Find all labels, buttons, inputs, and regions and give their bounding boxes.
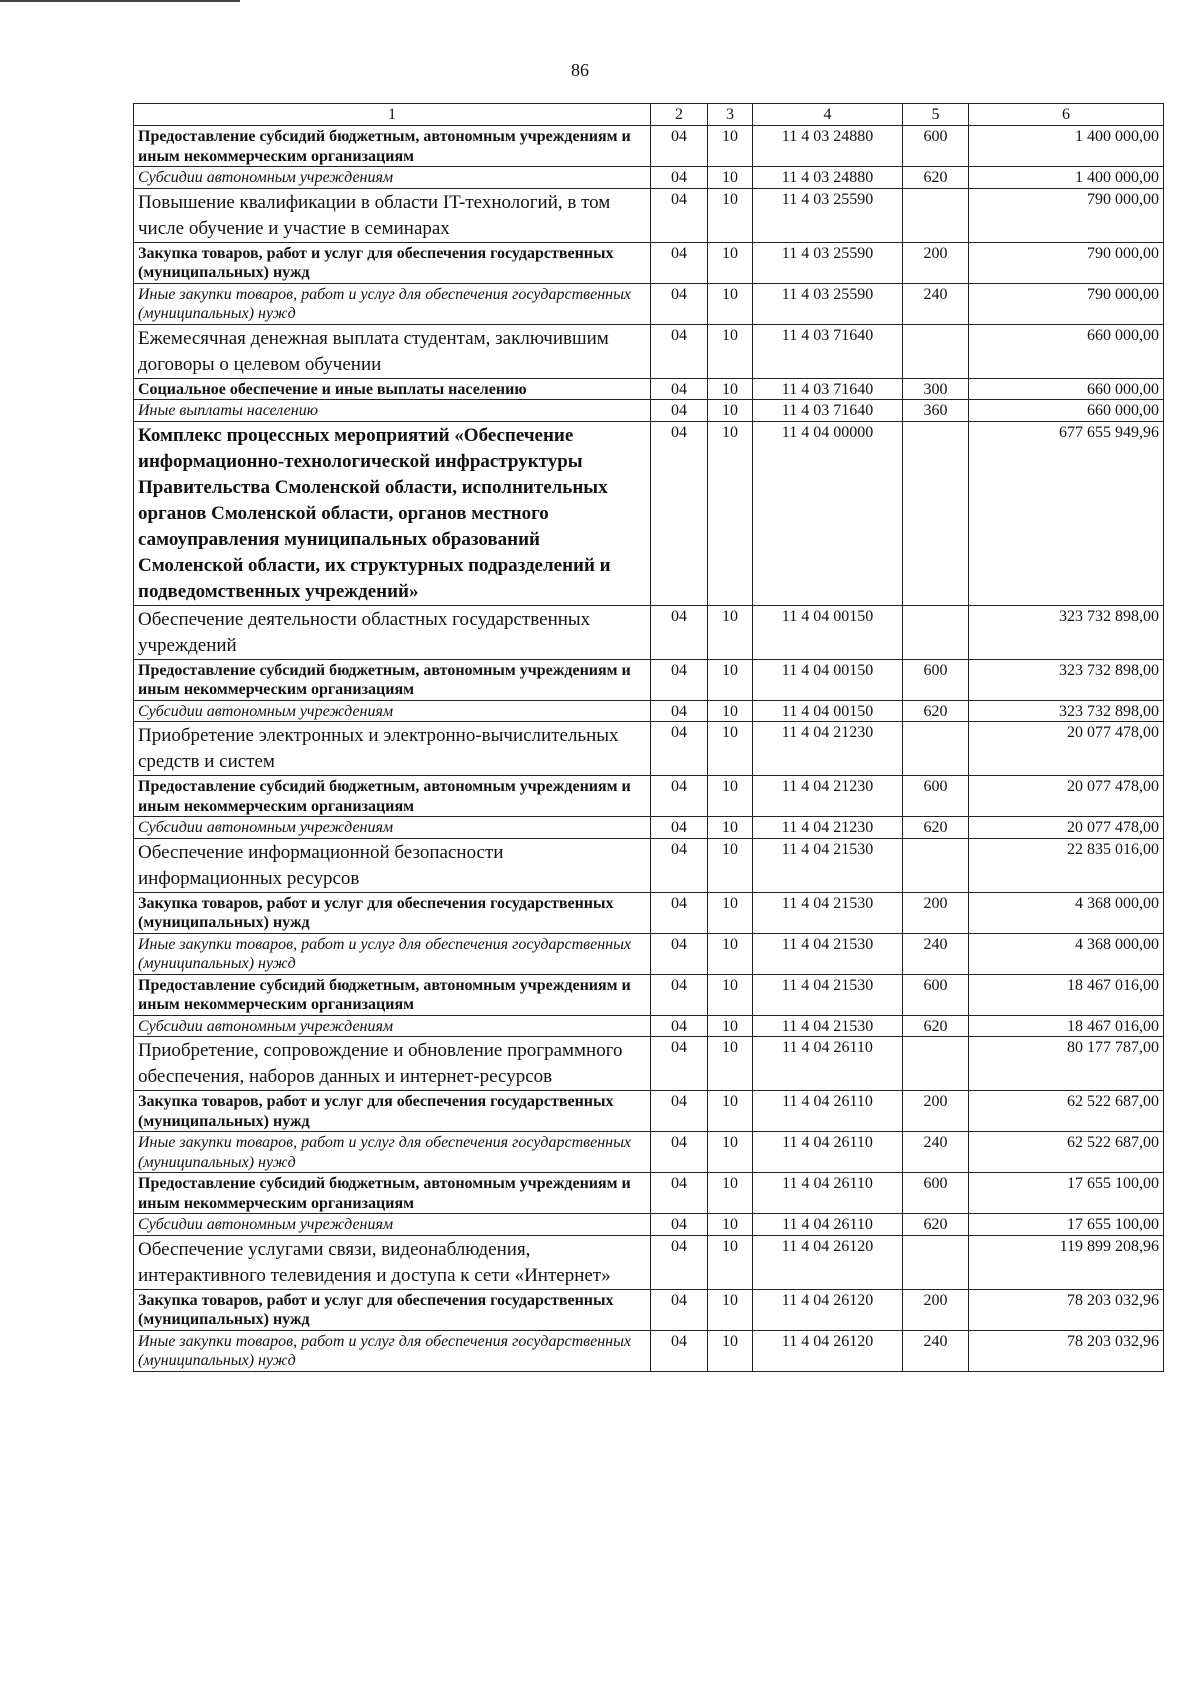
row-subsection-cell: 10	[708, 892, 753, 933]
row-amount-cell: 20 077 478,00	[969, 776, 1164, 817]
row-amount-cell: 17 655 100,00	[969, 1214, 1164, 1236]
row-expense-type-cell: 240	[903, 1132, 969, 1173]
row-section-cell: 04	[651, 838, 708, 892]
row-subsection-cell: 10	[708, 1091, 753, 1132]
row-section-cell: 04	[651, 283, 708, 324]
row-target-code-cell: 11 4 04 21530	[753, 974, 903, 1015]
row-name-cell: Иные выплаты населению	[134, 400, 651, 422]
row-name-cell: Обеспечение деятельности областных государственных учреждений	[134, 605, 651, 659]
table-row	[134, 722, 1164, 776]
row-subsection-cell: 10	[708, 1214, 753, 1236]
table-row	[134, 1173, 1164, 1214]
header-cell-5: 5	[903, 104, 969, 126]
row-amount-cell: 4 368 000,00	[969, 892, 1164, 933]
row-subsection-cell: 10	[708, 1132, 753, 1173]
row-amount-cell: 790 000,00	[969, 242, 1164, 283]
row-subsection-cell: 10	[708, 1173, 753, 1214]
table-row	[134, 1015, 1164, 1037]
row-name-cell: Субсидии автономным учреждениям	[134, 167, 651, 189]
row-subsection-cell: 10	[708, 722, 753, 776]
row-subsection-cell: 10	[708, 776, 753, 817]
row-section-cell: 04	[651, 242, 708, 283]
row-target-code-cell: 11 4 04 00150	[753, 605, 903, 659]
row-amount-cell: 323 732 898,00	[969, 700, 1164, 722]
row-section-cell: 04	[651, 378, 708, 400]
row-section-cell: 04	[651, 188, 708, 242]
row-target-code-cell: 11 4 04 21230	[753, 817, 903, 839]
row-section-cell: 04	[651, 167, 708, 189]
row-name-cell: Субсидии автономным учреждениям	[134, 817, 651, 839]
row-subsection-cell: 10	[708, 421, 753, 605]
table-row	[134, 242, 1164, 283]
row-section-cell: 04	[651, 1037, 708, 1091]
row-expense-type-cell: 600	[903, 126, 969, 167]
row-section-cell: 04	[651, 1235, 708, 1289]
row-name-cell: Субсидии автономным учреждениям	[134, 700, 651, 722]
row-expense-type-cell	[903, 605, 969, 659]
row-target-code-cell: 11 4 03 24880	[753, 126, 903, 167]
row-section-cell: 04	[651, 400, 708, 422]
row-name-cell: Закупка товаров, работ и услуг для обеспечения государственных (муниципальных) нужд	[134, 242, 651, 283]
row-subsection-cell: 10	[708, 933, 753, 974]
row-section-cell: 04	[651, 659, 708, 700]
row-expense-type-cell: 600	[903, 659, 969, 700]
row-expense-type-cell: 620	[903, 167, 969, 189]
row-section-cell: 04	[651, 324, 708, 378]
row-expense-type-cell: 620	[903, 700, 969, 722]
row-name-cell: Социальное обеспечение и иные выплаты населению	[134, 378, 651, 400]
row-expense-type-cell	[903, 838, 969, 892]
row-subsection-cell: 10	[708, 605, 753, 659]
table-row	[134, 817, 1164, 839]
row-amount-cell: 790 000,00	[969, 283, 1164, 324]
header-cell-3: 3	[708, 104, 753, 126]
row-name-cell: Предоставление субсидий бюджетным, автономным учреждениям и иным некоммерческим организациям	[134, 974, 651, 1015]
row-expense-type-cell: 240	[903, 933, 969, 974]
row-amount-cell: 1 400 000,00	[969, 167, 1164, 189]
row-expense-type-cell	[903, 1235, 969, 1289]
row-target-code-cell: 11 4 04 26110	[753, 1037, 903, 1091]
row-amount-cell: 22 835 016,00	[969, 838, 1164, 892]
row-amount-cell: 17 655 100,00	[969, 1173, 1164, 1214]
row-amount-cell: 18 467 016,00	[969, 1015, 1164, 1037]
row-expense-type-cell: 200	[903, 1289, 969, 1330]
table-row	[134, 400, 1164, 422]
row-name-cell: Обеспечение информационной безопасности информационных ресурсов	[134, 838, 651, 892]
row-name-cell: Закупка товаров, работ и услуг для обеспечения государственных (муниципальных) нужд	[134, 1289, 651, 1330]
row-name-cell: Предоставление субсидий бюджетным, автономным учреждениям и иным некоммерческим организациям	[134, 126, 651, 167]
table-row	[134, 1235, 1164, 1289]
row-expense-type-cell: 600	[903, 974, 969, 1015]
row-target-code-cell: 11 4 03 71640	[753, 400, 903, 422]
page-number: 86	[571, 60, 589, 80]
row-amount-cell: 660 000,00	[969, 324, 1164, 378]
row-amount-cell: 323 732 898,00	[969, 605, 1164, 659]
row-expense-type-cell: 620	[903, 1015, 969, 1037]
row-name-cell: Закупка товаров, работ и услуг для обеспечения государственных (муниципальных) нужд	[134, 892, 651, 933]
row-target-code-cell: 11 4 04 21530	[753, 1015, 903, 1037]
row-expense-type-cell: 240	[903, 1330, 969, 1371]
row-subsection-cell: 10	[708, 1015, 753, 1037]
table-header-row	[134, 104, 1164, 126]
table-row	[134, 659, 1164, 700]
row-target-code-cell: 11 4 04 26120	[753, 1289, 903, 1330]
row-amount-cell: 62 522 687,00	[969, 1091, 1164, 1132]
table-row	[134, 283, 1164, 324]
table-row	[134, 1289, 1164, 1330]
table-row	[134, 1091, 1164, 1132]
row-section-cell: 04	[651, 1132, 708, 1173]
row-section-cell: 04	[651, 892, 708, 933]
row-expense-type-cell: 600	[903, 1173, 969, 1214]
row-name-cell: Предоставление субсидий бюджетным, автономным учреждениям и иным некоммерческим организациям	[134, 776, 651, 817]
table-row	[134, 1330, 1164, 1371]
row-target-code-cell: 11 4 04 21530	[753, 892, 903, 933]
row-subsection-cell: 10	[708, 817, 753, 839]
table-row	[134, 126, 1164, 167]
row-target-code-cell: 11 4 04 26110	[753, 1173, 903, 1214]
row-expense-type-cell: 240	[903, 283, 969, 324]
row-subsection-cell: 10	[708, 378, 753, 400]
row-target-code-cell: 11 4 03 25590	[753, 283, 903, 324]
row-name-cell: Иные закупки товаров, работ и услуг для обеспечения государственных (муниципальных) нужд	[134, 933, 651, 974]
table-row	[134, 974, 1164, 1015]
table-row	[134, 167, 1164, 189]
row-section-cell: 04	[651, 974, 708, 1015]
row-target-code-cell: 11 4 04 26110	[753, 1132, 903, 1173]
row-target-code-cell: 11 4 04 26110	[753, 1214, 903, 1236]
budget-table	[133, 103, 1164, 1372]
row-subsection-cell: 10	[708, 242, 753, 283]
row-subsection-cell: 10	[708, 974, 753, 1015]
row-section-cell: 04	[651, 1289, 708, 1330]
row-name-cell: Предоставление субсидий бюджетным, автономным учреждениям и иным некоммерческим организациям	[134, 659, 651, 700]
row-section-cell: 04	[651, 933, 708, 974]
row-section-cell: 04	[651, 421, 708, 605]
table-row	[134, 1214, 1164, 1236]
row-name-cell: Обеспечение услугами связи, видеонаблюдения, интерактивного телевидения и доступа к сети «Интернет»	[134, 1235, 651, 1289]
row-amount-cell: 20 077 478,00	[969, 722, 1164, 776]
header-cell-4: 4	[753, 104, 903, 126]
row-target-code-cell: 11 4 04 26120	[753, 1330, 903, 1371]
row-amount-cell: 78 203 032,96	[969, 1330, 1164, 1371]
row-name-cell: Повышение квалификации в области IT-технологий, в том числе обучение и участие в семинарах	[134, 188, 651, 242]
row-name-cell: Иные закупки товаров, работ и услуг для обеспечения государственных (муниципальных) нужд	[134, 1132, 651, 1173]
table-row	[134, 188, 1164, 242]
row-amount-cell: 80 177 787,00	[969, 1037, 1164, 1091]
row-name-cell: Комплекс процессных мероприятий «Обеспечение информационно-технологической инфраструктуры Правительства Смоленской области, исполнительных органов Смоленской области, органов местного самоуправления муниципальных образований Смоленской области, их структурных подразделений и подведомственных учреждений»	[134, 421, 651, 605]
row-expense-type-cell: 200	[903, 1091, 969, 1132]
row-target-code-cell: 11 4 04 00150	[753, 700, 903, 722]
row-section-cell: 04	[651, 776, 708, 817]
row-expense-type-cell	[903, 1037, 969, 1091]
table-row	[134, 700, 1164, 722]
row-subsection-cell: 10	[708, 1330, 753, 1371]
table-row	[134, 324, 1164, 378]
row-name-cell: Закупка товаров, работ и услуг для обеспечения государственных (муниципальных) нужд	[134, 1091, 651, 1132]
row-expense-type-cell: 360	[903, 400, 969, 422]
row-amount-cell: 18 467 016,00	[969, 974, 1164, 1015]
row-expense-type-cell: 200	[903, 892, 969, 933]
row-target-code-cell: 11 4 04 26110	[753, 1091, 903, 1132]
row-section-cell: 04	[651, 1214, 708, 1236]
row-name-cell: Иные закупки товаров, работ и услуг для обеспечения государственных (муниципальных) нужд	[134, 1330, 651, 1371]
row-subsection-cell: 10	[708, 126, 753, 167]
row-amount-cell: 1 400 000,00	[969, 126, 1164, 167]
row-amount-cell: 119 899 208,96	[969, 1235, 1164, 1289]
row-section-cell: 04	[651, 1091, 708, 1132]
row-amount-cell: 790 000,00	[969, 188, 1164, 242]
row-name-cell: Субсидии автономным учреждениям	[134, 1214, 651, 1236]
row-amount-cell: 323 732 898,00	[969, 659, 1164, 700]
header-cell-6: 6	[969, 104, 1164, 126]
row-target-code-cell: 11 4 03 24880	[753, 167, 903, 189]
row-subsection-cell: 10	[708, 700, 753, 722]
row-section-cell: 04	[651, 1015, 708, 1037]
row-target-code-cell: 11 4 03 71640	[753, 324, 903, 378]
table-row	[134, 1132, 1164, 1173]
row-section-cell: 04	[651, 605, 708, 659]
row-subsection-cell: 10	[708, 659, 753, 700]
row-amount-cell: 660 000,00	[969, 378, 1164, 400]
table-row	[134, 421, 1164, 605]
row-section-cell: 04	[651, 817, 708, 839]
table-row	[134, 1037, 1164, 1091]
row-expense-type-cell: 620	[903, 1214, 969, 1236]
row-amount-cell: 62 522 687,00	[969, 1132, 1164, 1173]
row-subsection-cell: 10	[708, 1235, 753, 1289]
top-rule	[0, 0, 240, 2]
header-cell-2: 2	[651, 104, 708, 126]
table-row	[134, 933, 1164, 974]
row-target-code-cell: 11 4 04 21530	[753, 838, 903, 892]
row-expense-type-cell: 300	[903, 378, 969, 400]
row-name-cell: Иные закупки товаров, работ и услуг для обеспечения государственных (муниципальных) нужд	[134, 283, 651, 324]
row-section-cell: 04	[651, 1173, 708, 1214]
row-target-code-cell: 11 4 03 25590	[753, 188, 903, 242]
row-target-code-cell: 11 4 04 26120	[753, 1235, 903, 1289]
row-expense-type-cell	[903, 421, 969, 605]
row-target-code-cell: 11 4 04 00000	[753, 421, 903, 605]
row-name-cell: Предоставление субсидий бюджетным, автономным учреждениям и иным некоммерческим организациям	[134, 1173, 651, 1214]
header-cell-1: 1	[134, 104, 651, 126]
row-expense-type-cell: 600	[903, 776, 969, 817]
row-subsection-cell: 10	[708, 283, 753, 324]
row-section-cell: 04	[651, 126, 708, 167]
row-expense-type-cell: 200	[903, 242, 969, 283]
row-section-cell: 04	[651, 1330, 708, 1371]
row-subsection-cell: 10	[708, 324, 753, 378]
row-expense-type-cell	[903, 188, 969, 242]
row-subsection-cell: 10	[708, 838, 753, 892]
row-section-cell: 04	[651, 700, 708, 722]
row-amount-cell: 677 655 949,96	[969, 421, 1164, 605]
row-subsection-cell: 10	[708, 1289, 753, 1330]
row-amount-cell: 4 368 000,00	[969, 933, 1164, 974]
row-name-cell: Приобретение электронных и электронно-вычислительных средств и систем	[134, 722, 651, 776]
row-amount-cell: 20 077 478,00	[969, 817, 1164, 839]
row-name-cell: Приобретение, сопровождение и обновление программного обеспечения, наборов данных и интернет-ресурсов	[134, 1037, 651, 1091]
row-target-code-cell: 11 4 04 21230	[753, 776, 903, 817]
row-subsection-cell: 10	[708, 1037, 753, 1091]
row-amount-cell: 660 000,00	[969, 400, 1164, 422]
row-expense-type-cell: 620	[903, 817, 969, 839]
row-target-code-cell: 11 4 04 21230	[753, 722, 903, 776]
row-amount-cell: 78 203 032,96	[969, 1289, 1164, 1330]
table-row	[134, 378, 1164, 400]
row-subsection-cell: 10	[708, 400, 753, 422]
row-expense-type-cell	[903, 722, 969, 776]
table-row	[134, 892, 1164, 933]
row-subsection-cell: 10	[708, 188, 753, 242]
row-target-code-cell: 11 4 04 21530	[753, 933, 903, 974]
row-target-code-cell: 11 4 03 25590	[753, 242, 903, 283]
table-row	[134, 605, 1164, 659]
row-section-cell: 04	[651, 722, 708, 776]
table-row	[134, 776, 1164, 817]
row-name-cell: Ежемесячная денежная выплата студентам, заключившим договоры о целевом обучении	[134, 324, 651, 378]
table-row	[134, 838, 1164, 892]
row-subsection-cell: 10	[708, 167, 753, 189]
row-name-cell: Субсидии автономным учреждениям	[134, 1015, 651, 1037]
row-expense-type-cell	[903, 324, 969, 378]
row-target-code-cell: 11 4 04 00150	[753, 659, 903, 700]
row-target-code-cell: 11 4 03 71640	[753, 378, 903, 400]
